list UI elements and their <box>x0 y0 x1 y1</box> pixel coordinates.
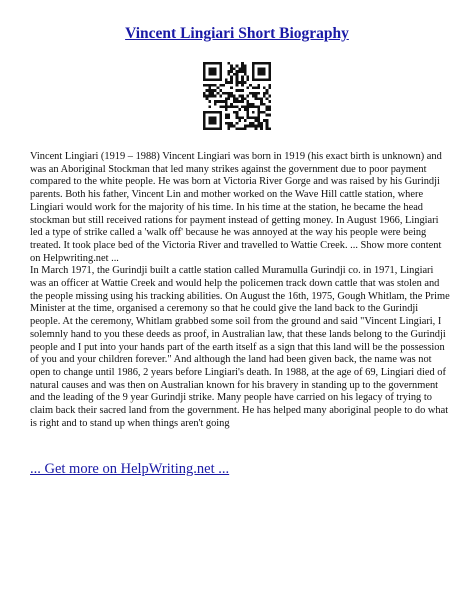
get-more-link[interactable]: ... Get more on HelpWriting.net ... <box>30 461 230 477</box>
qr-code-icon <box>203 62 271 130</box>
body-paragraph-1: Vincent Lingiari (1919 – 1988) Vincent Lingiari was born in 1919 (his exact birth is unknown) and was an Aboriginal Stockman that led many strikes against the government due to poor payment compared to the white people. He was born at Victoria River Gorge and was raised by his Gurindji parents. Both his father, Vincent Lin and mother worked on the Wave Hill cattle station, where Lingiari would work for the majority of his time. In his time at the station, he became the head stockman but still received rations for payment instead of getting money. In August 1966, Lingiari led a type of strike called a 'walk off' because he was annoyed at the way his people were being treated. It took place bed of the Victoria River and travelled to Wattie Creek. ... Show more content on Helpwriting.net ... <box>30 151 442 264</box>
document-title-link[interactable]: Vincent Lingiari Short Biography <box>125 25 349 42</box>
document-body <box>30 151 451 430</box>
body-paragraph-2: In March 1971, the Gurindji built a cattle station called Muramulla Gurindji co. in 1971, Lingiari was an officer at Wattie Creek and would help the policemen track down cattle that was stolen and the people missing using his tracking abilities. On August the 16th, 1975, Gough Whitlam, the Prime Minister at the time, organised a ceremony so that he could give the land back to the Gurindji people. At the ceremony, Whitlam grabbed some soil from the ground and said "Vincent Lingiari, I solemnly hand to you these deeds as proof, in Australian law, that these lands belong to the Gurindji people and I put into your hands part of the earth itself as a sign that this land will be the possession of you and your children forever." And although the land had been given back, the name was not open to change until 1986, 2 years before Lingiari's death. In 1988, at the age of 69, Lingiari died of natural causes and was then on Australian known for his bravery in standing up to the government and the leading of the 9 year Gurindji strike. Many people have carried on his legacy of trying to claim back their sacred land from the government. He has helped many aboriginal people to do what is right and to stand up when things aren't going <box>30 265 450 429</box>
